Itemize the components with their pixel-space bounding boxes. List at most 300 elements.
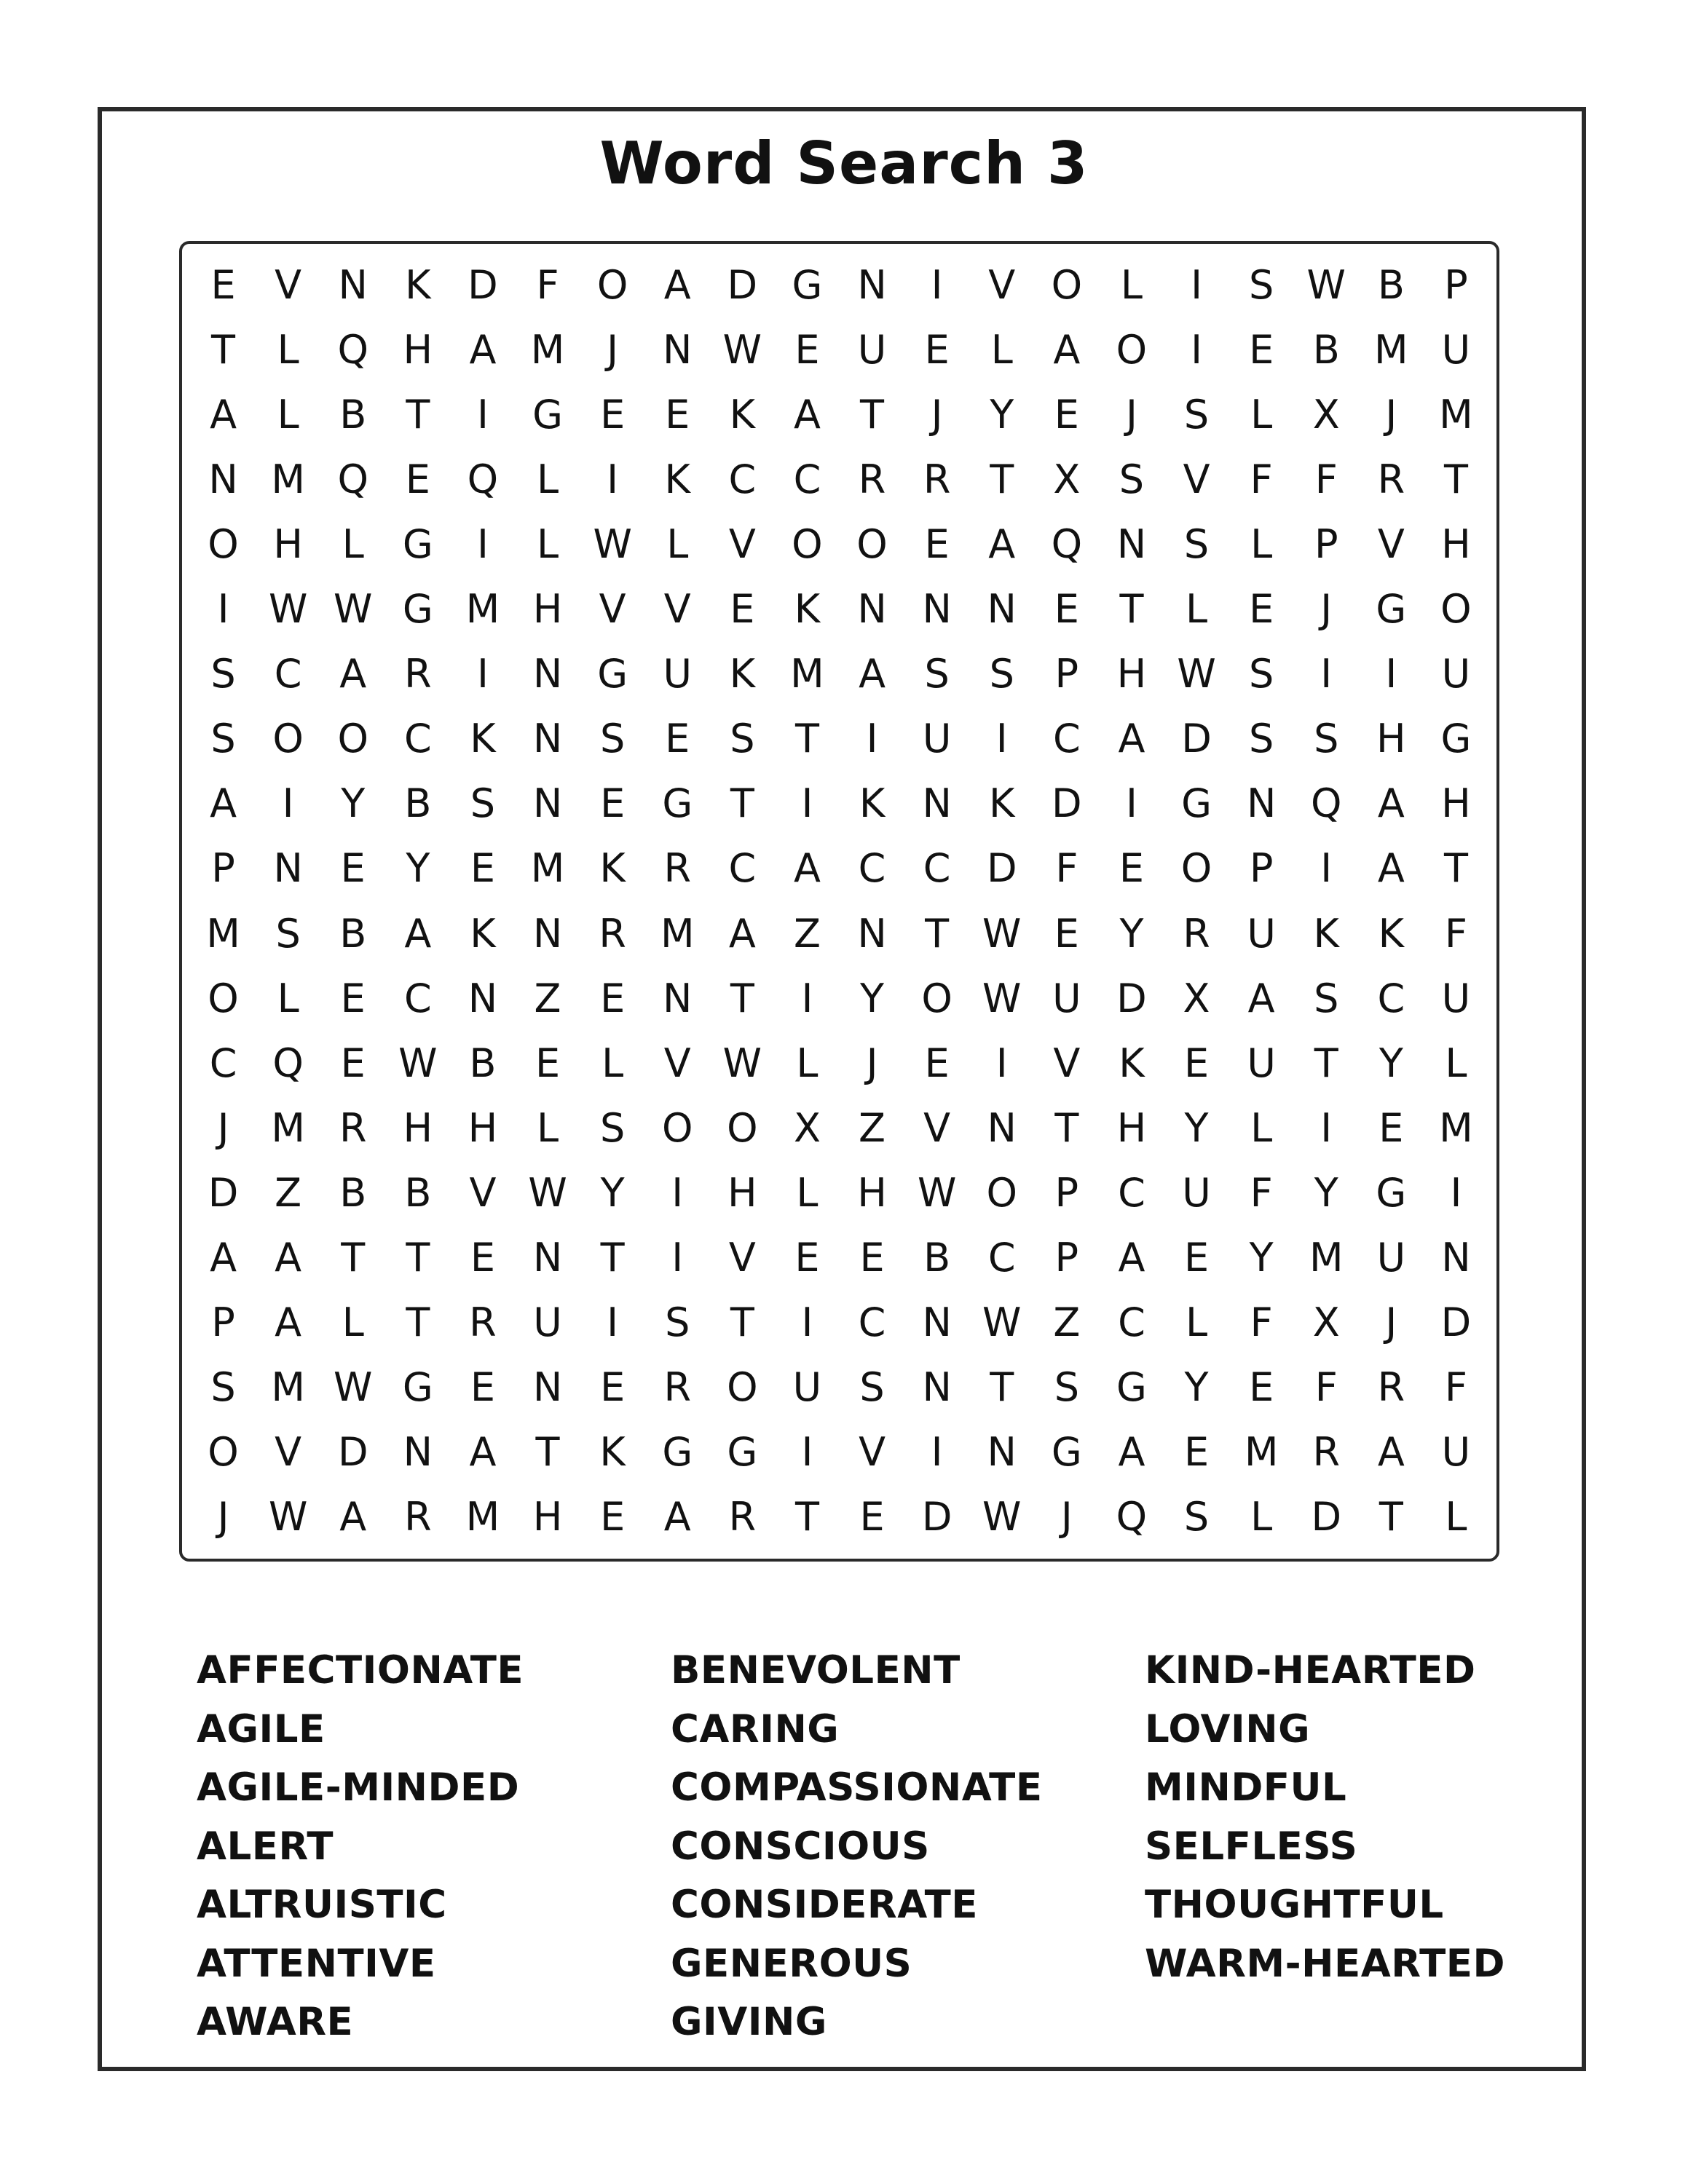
grid-cell[interactable]: H	[1441, 780, 1471, 827]
grid-cell[interactable]: K	[470, 716, 496, 762]
grid-cell[interactable]: S	[1183, 391, 1210, 438]
grid-cell[interactable]: M	[465, 586, 500, 633]
grid-cell[interactable]: J	[866, 1040, 878, 1086]
grid-cell[interactable]: W	[268, 586, 308, 633]
grid-cell[interactable]: G	[1051, 1429, 1082, 1476]
grid-cell[interactable]: L	[1250, 1104, 1273, 1151]
grid-cell[interactable]: E	[1249, 1364, 1274, 1411]
grid-cell[interactable]: I	[476, 391, 489, 438]
grid-cell[interactable]: P	[1249, 845, 1274, 892]
grid-cell[interactable]: U	[1441, 651, 1471, 697]
grid-cell[interactable]: L	[536, 456, 559, 502]
grid-cell[interactable]: A	[339, 651, 367, 697]
grid-cell[interactable]: V	[275, 1429, 302, 1476]
grid-cell[interactable]: L	[796, 1169, 819, 1216]
grid-cell[interactable]: E	[794, 326, 820, 373]
grid-cell[interactable]: K	[859, 780, 886, 827]
grid-cell[interactable]: C	[923, 845, 951, 892]
grid-cell[interactable]: N	[922, 1299, 952, 1346]
grid-cell[interactable]: I	[1125, 780, 1137, 827]
grid-cell[interactable]: I	[1191, 326, 1202, 373]
grid-cell[interactable]: S	[1249, 716, 1274, 762]
grid-cell[interactable]: D	[208, 1169, 239, 1216]
grid-cell[interactable]: K	[1313, 910, 1339, 957]
grid-cell[interactable]: E	[600, 1364, 626, 1411]
grid-cell[interactable]: U	[1182, 1169, 1211, 1216]
grid-cell[interactable]: U	[792, 1364, 822, 1411]
grid-cell[interactable]: H	[1116, 651, 1147, 697]
grid-cell[interactable]: C	[1118, 1169, 1145, 1216]
grid-cell[interactable]: A	[404, 910, 432, 957]
grid-cell[interactable]: A	[210, 391, 237, 438]
grid-cell[interactable]: A	[728, 910, 756, 957]
grid-cell[interactable]: M	[1439, 1104, 1473, 1151]
grid-cell[interactable]: L	[1250, 1494, 1273, 1540]
grid-cell[interactable]: C	[1377, 975, 1405, 1021]
grid-cell[interactable]: J	[217, 1494, 229, 1540]
grid-cell[interactable]: I	[1320, 1104, 1333, 1151]
grid-cell[interactable]: P	[1054, 1169, 1079, 1216]
grid-cell[interactable]: M	[271, 1364, 305, 1411]
grid-cell[interactable]: T	[1054, 1104, 1079, 1151]
grid-cell[interactable]: O	[208, 1429, 239, 1476]
grid-cell[interactable]: M	[271, 456, 305, 502]
grid-cell[interactable]: T	[990, 1364, 1014, 1411]
grid-cell[interactable]: E	[405, 456, 430, 502]
grid-cell[interactable]: S	[1314, 716, 1339, 762]
grid-cell[interactable]: I	[1320, 651, 1333, 697]
grid-cell[interactable]: Y	[1314, 1169, 1338, 1216]
grid-cell[interactable]: M	[1309, 1235, 1344, 1281]
grid-cell[interactable]: D	[468, 261, 498, 308]
grid-cell[interactable]: F	[1055, 845, 1078, 892]
grid-cell[interactable]: K	[599, 845, 626, 892]
grid-cell[interactable]: A	[1247, 975, 1275, 1021]
grid-cell[interactable]: K	[1378, 910, 1405, 957]
grid-cell[interactable]: T	[1443, 456, 1468, 502]
grid-cell[interactable]: A	[1053, 326, 1081, 373]
grid-cell[interactable]: I	[801, 1299, 813, 1346]
grid-cell[interactable]: T	[1379, 1494, 1403, 1540]
grid-cell[interactable]: Q	[337, 326, 368, 373]
grid-cell[interactable]: C	[858, 845, 886, 892]
grid-cell[interactable]: P	[1054, 1235, 1079, 1281]
grid-cell[interactable]: L	[666, 521, 689, 567]
grid-cell[interactable]: A	[275, 1235, 302, 1281]
grid-cell[interactable]: N	[987, 1429, 1017, 1476]
grid-cell[interactable]: O	[1180, 845, 1212, 892]
grid-cell[interactable]: G	[402, 586, 433, 633]
grid-cell[interactable]: K	[989, 780, 1015, 827]
grid-cell[interactable]: F	[1250, 456, 1273, 502]
grid-cell[interactable]: T	[990, 456, 1014, 502]
grid-cell[interactable]: V	[859, 1429, 886, 1476]
grid-cell[interactable]: N	[857, 261, 887, 308]
grid-cell[interactable]: O	[208, 975, 239, 1021]
grid-cell[interactable]: L	[990, 326, 1013, 373]
grid-cell[interactable]: Y	[990, 391, 1014, 438]
grid-cell[interactable]: K	[1119, 1040, 1145, 1086]
grid-cell[interactable]: P	[1314, 521, 1338, 567]
grid-cell[interactable]: N	[922, 1364, 952, 1411]
grid-cell[interactable]: A	[663, 261, 691, 308]
grid-cell[interactable]: M	[1374, 326, 1408, 373]
grid-cell[interactable]: Y	[1249, 1235, 1274, 1281]
grid-cell[interactable]: G	[402, 1364, 433, 1411]
grid-cell[interactable]: E	[600, 391, 626, 438]
grid-cell[interactable]: A	[1118, 1429, 1145, 1476]
grid-cell[interactable]: O	[596, 261, 628, 308]
grid-cell[interactable]: E	[1183, 1040, 1210, 1086]
grid-cell[interactable]: L	[536, 1104, 559, 1151]
grid-cell[interactable]: C	[793, 456, 821, 502]
grid-cell[interactable]: N	[857, 586, 887, 633]
grid-cell[interactable]: L	[1185, 1299, 1208, 1346]
grid-cell[interactable]: C	[403, 716, 432, 762]
grid-cell[interactable]: U	[1247, 910, 1276, 957]
grid-cell[interactable]: E	[1054, 910, 1079, 957]
grid-cell[interactable]: K	[405, 261, 431, 308]
grid-cell[interactable]: N	[468, 975, 498, 1021]
grid-cell[interactable]: B	[923, 1235, 951, 1281]
grid-cell[interactable]: W	[593, 521, 632, 567]
grid-cell[interactable]: E	[600, 780, 626, 827]
grid-cell[interactable]: Y	[1119, 910, 1144, 957]
grid-cell[interactable]: E	[1054, 391, 1079, 438]
grid-cell[interactable]: I	[1450, 1169, 1462, 1216]
grid-cell[interactable]: L	[1445, 1494, 1467, 1540]
grid-cell[interactable]: N	[532, 780, 563, 827]
grid-cell[interactable]: G	[662, 1429, 693, 1476]
grid-cell[interactable]: S	[600, 1104, 626, 1151]
grid-cell[interactable]: V	[988, 261, 1016, 308]
grid-cell[interactable]: Q	[337, 456, 368, 502]
grid-cell[interactable]: O	[208, 521, 239, 567]
grid-cell[interactable]: V	[663, 1040, 691, 1086]
grid-cell[interactable]: Z	[534, 975, 561, 1021]
grid-cell[interactable]: G	[532, 391, 563, 438]
grid-cell[interactable]: R	[858, 456, 886, 502]
grid-cell[interactable]: U	[857, 326, 887, 373]
grid-cell[interactable]: Y	[1379, 1040, 1403, 1086]
grid-cell[interactable]: L	[342, 521, 364, 567]
grid-cell[interactable]: H	[532, 1494, 563, 1540]
grid-cell[interactable]: R	[404, 651, 432, 697]
grid-cell[interactable]: I	[866, 716, 878, 762]
grid-cell[interactable]: Z	[793, 910, 821, 957]
grid-cell[interactable]: U	[1441, 326, 1471, 373]
grid-cell[interactable]: G	[1440, 716, 1472, 762]
grid-cell[interactable]: E	[600, 1494, 626, 1540]
grid-cell[interactable]: A	[793, 845, 821, 892]
grid-cell[interactable]: T	[211, 326, 236, 373]
grid-cell[interactable]: F	[1444, 910, 1467, 957]
grid-cell[interactable]: E	[924, 521, 950, 567]
grid-cell[interactable]: N	[403, 1429, 433, 1476]
grid-cell[interactable]: H	[403, 326, 433, 373]
grid-cell[interactable]: N	[1246, 780, 1277, 827]
grid-cell[interactable]: T	[1314, 1040, 1338, 1086]
grid-cell[interactable]: O	[661, 1104, 693, 1151]
grid-cell[interactable]: Q	[1051, 521, 1083, 567]
grid-cell[interactable]: D	[1052, 780, 1082, 827]
grid-cell[interactable]: Z	[275, 1169, 302, 1216]
grid-cell[interactable]: N	[987, 1104, 1017, 1151]
grid-cell[interactable]: T	[794, 716, 819, 762]
grid-cell[interactable]: L	[796, 1040, 819, 1086]
grid-cell[interactable]: E	[665, 391, 690, 438]
grid-cell[interactable]: E	[210, 261, 236, 308]
grid-cell[interactable]: Y	[1184, 1104, 1209, 1151]
grid-cell[interactable]: N	[532, 716, 563, 762]
grid-cell[interactable]: S	[665, 1299, 690, 1346]
grid-cell[interactable]: N	[987, 586, 1017, 633]
grid-cell[interactable]: C	[1052, 716, 1081, 762]
grid-cell[interactable]: J	[1385, 391, 1397, 438]
grid-cell[interactable]: I	[282, 780, 294, 827]
grid-cell[interactable]: L	[1250, 391, 1273, 438]
grid-cell[interactable]: S	[924, 651, 950, 697]
grid-cell[interactable]: U	[1052, 975, 1081, 1021]
grid-cell[interactable]: G	[597, 651, 628, 697]
grid-cell[interactable]: E	[340, 1040, 366, 1086]
grid-cell[interactable]: W	[398, 1040, 438, 1086]
grid-cell[interactable]: R	[1377, 456, 1405, 502]
grid-cell[interactable]: E	[340, 975, 366, 1021]
grid-cell[interactable]: G	[662, 780, 693, 827]
grid-cell[interactable]: E	[1379, 1104, 1404, 1151]
grid-cell[interactable]: S	[989, 651, 1014, 697]
grid-cell[interactable]: A	[1377, 780, 1405, 827]
grid-cell[interactable]: D	[986, 845, 1017, 892]
grid-cell[interactable]: I	[995, 716, 1008, 762]
grid-cell[interactable]: F	[1250, 1169, 1273, 1216]
grid-cell[interactable]: T	[535, 1429, 560, 1476]
grid-cell[interactable]: I	[671, 1169, 684, 1216]
grid-cell[interactable]: B	[404, 1169, 432, 1216]
grid-cell[interactable]: T	[341, 1235, 366, 1281]
grid-cell[interactable]: X	[1312, 391, 1340, 438]
grid-cell[interactable]: G	[792, 261, 823, 308]
grid-cell[interactable]: N	[532, 1235, 563, 1281]
grid-cell[interactable]: X	[793, 1104, 821, 1151]
grid-cell[interactable]: R	[663, 845, 691, 892]
grid-cell[interactable]: F	[1444, 1364, 1467, 1411]
grid-cell[interactable]: Y	[1184, 1364, 1209, 1411]
grid-cell[interactable]: T	[730, 1299, 754, 1346]
grid-cell[interactable]: I	[607, 456, 619, 502]
grid-cell[interactable]: U	[922, 716, 952, 762]
grid-cell[interactable]: L	[1120, 261, 1143, 308]
grid-cell[interactable]: T	[794, 1494, 819, 1540]
grid-cell[interactable]: H	[1376, 716, 1406, 762]
grid-cell[interactable]: I	[476, 651, 489, 697]
grid-cell[interactable]: T	[406, 1299, 430, 1346]
grid-cell[interactable]: Q	[1310, 780, 1342, 827]
grid-cell[interactable]: K	[729, 651, 756, 697]
grid-cell[interactable]: O	[792, 521, 823, 567]
grid-cell[interactable]: U	[1441, 975, 1471, 1021]
grid-cell[interactable]: I	[801, 780, 813, 827]
grid-cell[interactable]: L	[277, 975, 299, 1021]
grid-cell[interactable]: Y	[341, 780, 366, 827]
grid-cell[interactable]: A	[1377, 1429, 1405, 1476]
grid-cell[interactable]: T	[406, 1235, 430, 1281]
grid-cell[interactable]: N	[208, 456, 238, 502]
grid-cell[interactable]: E	[1183, 1235, 1210, 1281]
grid-cell[interactable]: T	[1119, 586, 1144, 633]
grid-cell[interactable]: Z	[859, 1104, 886, 1151]
grid-cell[interactable]: W	[982, 1494, 1022, 1540]
grid-cell[interactable]: S	[1054, 1364, 1079, 1411]
grid-cell[interactable]: E	[470, 845, 495, 892]
grid-cell[interactable]: I	[801, 1429, 813, 1476]
grid-cell[interactable]: D	[1181, 716, 1212, 762]
grid-cell[interactable]: V	[275, 261, 302, 308]
grid-cell[interactable]: Y	[406, 845, 430, 892]
grid-cell[interactable]: K	[470, 910, 496, 957]
grid-cell[interactable]: J	[1385, 1299, 1397, 1346]
grid-cell[interactable]: I	[1385, 651, 1397, 697]
grid-cell[interactable]: S	[1314, 975, 1339, 1021]
grid-cell[interactable]: J	[607, 326, 619, 373]
grid-cell[interactable]: D	[1311, 1494, 1342, 1540]
grid-cell[interactable]: T	[730, 780, 754, 827]
grid-cell[interactable]: G	[1376, 1169, 1407, 1216]
grid-cell[interactable]: A	[339, 1494, 367, 1540]
grid-cell[interactable]: V	[728, 521, 756, 567]
grid-cell[interactable]: K	[664, 456, 690, 502]
grid-cell[interactable]: M	[1439, 391, 1473, 438]
grid-cell[interactable]: U	[1376, 1235, 1406, 1281]
grid-cell[interactable]: B	[1377, 261, 1405, 308]
grid-cell[interactable]: A	[859, 651, 886, 697]
grid-cell[interactable]: G	[727, 1429, 758, 1476]
grid-cell[interactable]: X	[1183, 975, 1210, 1021]
grid-cell[interactable]: W	[982, 975, 1022, 1021]
grid-cell[interactable]: J	[217, 1104, 229, 1151]
grid-cell[interactable]: S	[859, 1364, 885, 1411]
grid-cell[interactable]: R	[1183, 910, 1210, 957]
grid-cell[interactable]: W	[334, 586, 373, 633]
grid-cell[interactable]: J	[1320, 586, 1333, 633]
grid-cell[interactable]: I	[801, 975, 813, 1021]
grid-cell[interactable]: C	[728, 845, 757, 892]
grid-cell[interactable]: C	[1118, 1299, 1145, 1346]
grid-cell[interactable]: P	[211, 845, 235, 892]
grid-cell[interactable]: O	[1440, 586, 1472, 633]
letter-grid[interactable]	[191, 253, 1488, 1550]
grid-cell[interactable]: O	[856, 521, 888, 567]
grid-cell[interactable]: E	[535, 1040, 561, 1086]
grid-cell[interactable]: S	[1249, 261, 1274, 308]
grid-cell[interactable]: I	[607, 1299, 619, 1346]
grid-cell[interactable]: R	[404, 1494, 432, 1540]
grid-cell[interactable]: K	[794, 586, 821, 633]
grid-cell[interactable]: C	[274, 651, 302, 697]
grid-cell[interactable]: S	[470, 780, 496, 827]
grid-cell[interactable]: O	[337, 716, 368, 762]
grid-cell[interactable]: H	[857, 1169, 887, 1216]
grid-cell[interactable]: T	[1443, 845, 1468, 892]
grid-cell[interactable]: U	[533, 1299, 562, 1346]
grid-cell[interactable]: T	[406, 391, 430, 438]
grid-cell[interactable]: H	[403, 1104, 433, 1151]
grid-cell[interactable]: O	[1116, 326, 1148, 373]
grid-cell[interactable]: E	[1183, 1429, 1210, 1476]
grid-cell[interactable]: R	[1377, 1364, 1405, 1411]
grid-cell[interactable]: M	[660, 910, 695, 957]
grid-cell[interactable]: N	[532, 651, 563, 697]
grid-cell[interactable]: S	[210, 1364, 236, 1411]
grid-cell[interactable]: J	[931, 391, 943, 438]
grid-cell[interactable]: H	[532, 586, 563, 633]
grid-cell[interactable]: M	[530, 326, 565, 373]
grid-cell[interactable]: Q	[467, 456, 499, 502]
grid-cell[interactable]: N	[338, 261, 368, 308]
grid-cell[interactable]: N	[1116, 521, 1147, 567]
grid-cell[interactable]: I	[217, 586, 229, 633]
grid-cell[interactable]: H	[1441, 521, 1471, 567]
grid-cell[interactable]: C	[403, 975, 432, 1021]
grid-cell[interactable]: D	[1116, 975, 1147, 1021]
grid-cell[interactable]: M	[206, 910, 240, 957]
grid-cell[interactable]: O	[727, 1104, 758, 1151]
grid-cell[interactable]: O	[986, 1169, 1017, 1216]
grid-cell[interactable]: S	[730, 716, 755, 762]
grid-cell[interactable]: C	[987, 1235, 1016, 1281]
grid-cell[interactable]: S	[600, 716, 626, 762]
grid-cell[interactable]: I	[995, 1040, 1008, 1086]
grid-cell[interactable]: M	[465, 1494, 500, 1540]
grid-cell[interactable]: A	[793, 391, 821, 438]
grid-cell[interactable]: S	[210, 651, 236, 697]
grid-cell[interactable]: P	[1444, 261, 1468, 308]
grid-cell[interactable]: F	[1250, 1299, 1273, 1346]
grid-cell[interactable]: L	[277, 391, 299, 438]
grid-cell[interactable]: N	[532, 1364, 563, 1411]
grid-cell[interactable]: O	[727, 1364, 758, 1411]
grid-cell[interactable]: T	[730, 975, 754, 1021]
grid-cell[interactable]: V	[728, 1235, 756, 1281]
grid-cell[interactable]: A	[988, 521, 1016, 567]
grid-cell[interactable]: O	[272, 716, 304, 762]
grid-cell[interactable]: N	[922, 780, 952, 827]
grid-cell[interactable]: T	[860, 391, 885, 438]
grid-cell[interactable]: N	[532, 910, 563, 957]
grid-cell[interactable]: S	[1119, 456, 1145, 502]
grid-cell[interactable]: E	[1054, 586, 1079, 633]
grid-cell[interactable]: W	[334, 1364, 373, 1411]
grid-cell[interactable]: J	[1060, 1494, 1073, 1540]
grid-cell[interactable]: B	[339, 391, 367, 438]
grid-cell[interactable]: V	[923, 1104, 951, 1151]
grid-cell[interactable]: L	[536, 521, 559, 567]
grid-cell[interactable]: L	[1250, 521, 1273, 567]
grid-cell[interactable]: E	[924, 326, 950, 373]
grid-cell[interactable]: E	[1249, 586, 1274, 633]
grid-cell[interactable]: N	[857, 910, 887, 957]
grid-cell[interactable]: A	[469, 326, 497, 373]
grid-cell[interactable]: A	[469, 1429, 497, 1476]
grid-cell[interactable]: H	[727, 1169, 757, 1216]
grid-cell[interactable]: N	[1441, 1235, 1471, 1281]
grid-cell[interactable]: D	[727, 261, 758, 308]
grid-cell[interactable]: B	[404, 780, 432, 827]
grid-cell[interactable]: S	[1183, 521, 1210, 567]
grid-cell[interactable]: E	[859, 1494, 885, 1540]
grid-cell[interactable]: P	[211, 1299, 235, 1346]
